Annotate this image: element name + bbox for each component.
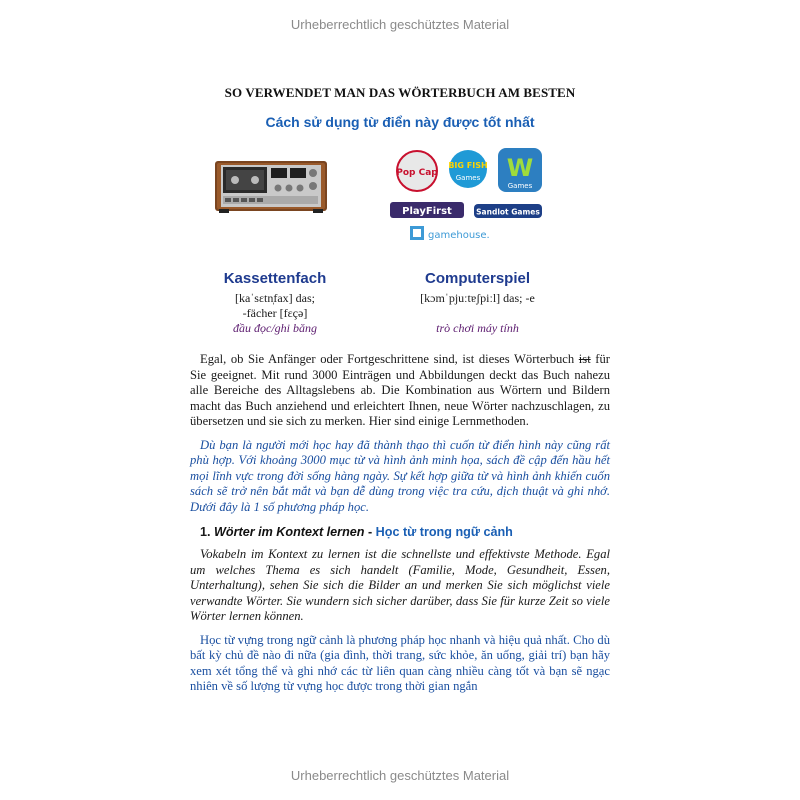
entry-computerspiel <box>385 270 570 336</box>
page-title-german: SO VERWENDET MAN DAS WÖRTERBUCH AM BESTEN <box>224 85 576 100</box>
translation: đầu đọc/ghi băng <box>233 321 317 335</box>
svg-text:W: W <box>506 154 534 182</box>
headword: Kassettenfach <box>223 270 327 287</box>
cassette-deck-image <box>215 155 327 213</box>
headword: Computerspiel <box>424 270 530 287</box>
copyright-watermark-top: Urheberrechtlich geschütztes Material <box>290 17 510 32</box>
page-title-vietnamese: Cách sử dụng từ điển này được tốt nhất <box>265 114 535 130</box>
gamehouse-logo: gamehouse. <box>428 230 490 241</box>
struck-word: ist <box>578 352 591 366</box>
intro-paragraph-german: Egal, ob Sie Anfänger oder Fortgeschrittene sind, ist dieses Wörterbuch ist für Sie geeignet. Mit rund 3000 Einträgen und Abbildungen deckt das Buch nahezu alle Bereiche des Alltagslebens ab. Die Kombination aus Wörtern und Bildern macht das Buch anziehend und erleichtert Ihnen, neue Wörter nachzuschlagen, zu übersetzen und sie sich zu merken. Hier sind einige Lernmethoden. <box>190 352 610 428</box>
popcap-logo: Pop Cap <box>396 168 438 178</box>
pronunciation: [kɔmˈpjuːtɐʃpiːl] das; -e <box>420 291 535 305</box>
section1-paragraph-vietnamese: Học từ vựng trong ngữ cảnh là phương pháp học nhanh và hiệu quả nhất. Cho dù bất kỳ chủ đề nào đi nữa (gia đình, thời trang, sức khỏe, ăn uống, giải trí) bạn hãy xem xét tổng thể và ghi nhớ các từ liên quan càng nhiều càng tốt và bạn sẽ ngạc nhiên về số lượng từ vựng học được trong thời gian ngắn <box>190 632 610 693</box>
sandlot-games-logo: Sandlot Games <box>476 207 540 217</box>
game-publisher-logos <box>390 144 550 262</box>
plural-form: -fächer [fɛçə] <box>242 306 308 320</box>
playfirst-logo: PlayFirst <box>402 206 452 217</box>
w-games-label: Games <box>507 182 533 190</box>
vocabulary-entries <box>190 270 610 350</box>
translation: trò chơi máy tính <box>436 321 519 335</box>
bigfish-logo: BIG FISH <box>448 161 488 170</box>
illustrations <box>190 144 610 262</box>
copyright-watermark-bottom: Urheberrechtlich geschütztes Material <box>290 768 510 783</box>
section-heading-1: 1. Wörter im Kontext lernen - Học từ trong ngữ cảnh <box>200 525 513 539</box>
book-page <box>190 85 610 695</box>
pronunciation: [kaˈsɛtn̩fax] das; <box>234 291 315 305</box>
section1-paragraph-german: Vokabeln im Kontext zu lernen ist die schnellste und effektivste Methode. Egal um welches Thema es sich handelt (Familie, Mode, Gesundheit, Essen, Unterhaltung), sehen Sie sich die Bilder an und merken Sie sich möglichst viele verwandte Wörter. Sie wundern sich sicher darüber, dass Sie für kurze Zeit so viele Wörter lernen können. <box>190 547 610 623</box>
bigfish-games-label: Games <box>455 174 481 182</box>
entry-kassettenfach <box>190 270 360 336</box>
intro-paragraph-vietnamese: Dù bạn là người mới học hay đã thành thạo thì cuốn từ điển hình này cũng rất phù hợp. Với khoảng 3000 mục từ và hình ảnh minh họa, sách đề cập đến hầu hết mọi lĩnh vực trong đời sống hàng ngày. Sự kết hợp giữa từ và hình ảnh khiến cuốn sách sẽ trở nên bắt mắt và bạn dễ dùng trong việc tra cứu, dịch thuật và ghi nhớ. Dưới đây là 1 số phương pháp học. <box>190 437 610 514</box>
